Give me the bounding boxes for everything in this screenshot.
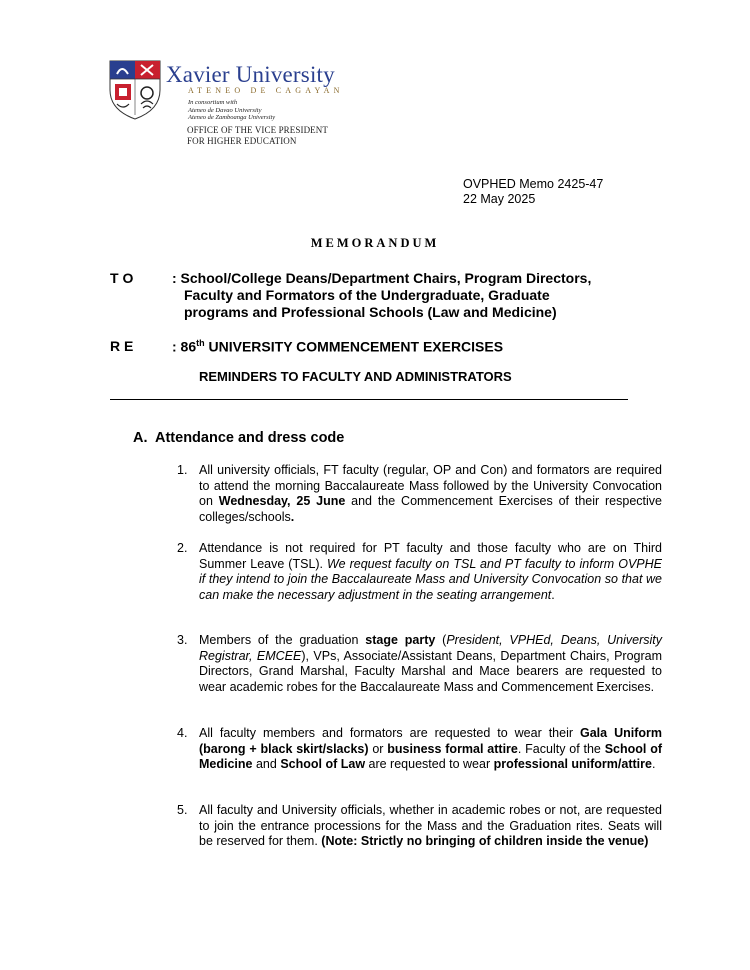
section-letter: A. xyxy=(133,430,148,446)
consortium-line: Ateneo de Davao University xyxy=(188,106,262,114)
text-run: All faculty and University officials, whether in academic robes or not, are requested to join the entrance processions for the Mass and the Graduation rites. Seats will be reserved for them. xyxy=(199,803,662,848)
text-run: Attendance is not required for PT faculty and those faculty who are on Third Summer Leave (TSL). xyxy=(199,541,662,571)
to-label: T O xyxy=(110,270,134,286)
text-run: . xyxy=(551,587,555,602)
list-item xyxy=(177,803,662,850)
text-run: . xyxy=(651,757,656,771)
memo-reference xyxy=(463,177,603,207)
text-run: All faculty members and formators are requested to wear their xyxy=(199,726,580,740)
item-number: 3. xyxy=(177,633,188,647)
italic-text: We request faculty on TSL and PT faculty to inform OVPHE if they intend to join the Baccalaureate Mass and University Convocation so that we can make the necessary adjustment in the seating arrangement xyxy=(199,556,662,602)
bold-text: professional uniform/attire xyxy=(493,757,652,771)
university-seal-icon xyxy=(109,60,161,120)
text-run: ( xyxy=(435,633,447,647)
section-heading xyxy=(133,430,344,446)
office-line: OFFICE OF THE VICE PRESIDENT xyxy=(187,125,328,135)
bold-text: School of Medicine xyxy=(199,741,662,771)
bold-text: School of Law xyxy=(280,757,366,771)
memo-title: MEMORANDUM xyxy=(310,236,440,250)
text-run: Members of the graduation xyxy=(199,633,366,647)
text-run: All university officials, FT faculty (regular, OP and Con) and formators are required to attend the morning Baccalaureate Mass followed by the University Convocation on xyxy=(199,463,662,508)
re-label: R E xyxy=(110,338,134,354)
bold-text: Wednesday, 25 June xyxy=(218,494,346,508)
to-line: : School/College Deans/Department Chairs, Program Directors, xyxy=(172,270,592,286)
text-run: or xyxy=(368,741,388,756)
office-name xyxy=(187,125,328,147)
to-line: Faculty and Formators of the Undergraduate, Graduate xyxy=(184,287,550,303)
re-subject xyxy=(172,338,503,355)
text-run: ), VPs, Associate/Assistant Deans, Department Chairs, Program Directors, Grand Marshal, Faculty Marshal and Mace bearers are requested to wear academic robes for the Baccalaureate Mass and Commencement Exercises. xyxy=(199,648,662,694)
re-prefix: : 86 xyxy=(172,338,197,355)
section-title: Attendance and dress code xyxy=(155,430,345,446)
consortium-note xyxy=(188,99,275,122)
to-recipients xyxy=(172,270,632,321)
item-text xyxy=(199,726,662,773)
list-item xyxy=(177,633,662,695)
list-item xyxy=(177,463,662,525)
university-subtitle: ATENEO DE CAGAYAN xyxy=(188,86,344,95)
list-item xyxy=(177,541,662,603)
item-number: 5. xyxy=(177,803,188,817)
item-text xyxy=(199,633,662,695)
item-number: 1. xyxy=(177,463,188,477)
item-number: 4. xyxy=(177,726,188,740)
re-subtitle: REMINDERS TO FACULTY AND ADMINISTRATORS xyxy=(199,369,512,384)
consortium-line: Ateneo de Zamboanga University xyxy=(188,114,276,121)
memo-date: 22 May 2025 xyxy=(463,192,536,206)
re-superscript: th xyxy=(196,338,205,348)
consortium-line: In consortium with xyxy=(188,99,238,106)
text-run: are requested to wear xyxy=(365,757,494,771)
memo-number: OVPHED Memo 2425-47 xyxy=(463,177,604,191)
text-run: and the Commencement Exercises of their respective colleges/schools xyxy=(199,494,662,524)
text-run: and xyxy=(252,757,281,771)
list-item xyxy=(177,726,662,773)
item-number: 2. xyxy=(177,541,188,555)
italic-text: President, VPHEd, Deans, University Registrar, EMCEE xyxy=(199,633,662,663)
office-line: FOR HIGHER EDUCATION xyxy=(187,136,297,146)
bold-text: . xyxy=(290,509,295,524)
bold-text: (Note: Strictly no bringing of children inside the venue) xyxy=(321,834,649,848)
item-text xyxy=(199,803,662,850)
header-divider xyxy=(110,399,628,400)
bold-text: business formal attire xyxy=(387,741,518,756)
text-run: . Faculty of the xyxy=(517,741,605,756)
bold-text: stage party xyxy=(365,633,436,647)
to-line: programs and Professional Schools (Law and Medicine) xyxy=(184,304,557,320)
bold-text: Gala Uniform (barong + black skirt/slacks) xyxy=(199,726,662,756)
university-name: Xavier University xyxy=(166,62,335,87)
re-rest: UNIVERSITY COMMENCEMENT EXERCISES xyxy=(204,338,504,355)
item-text xyxy=(199,463,662,525)
item-text xyxy=(199,541,662,603)
